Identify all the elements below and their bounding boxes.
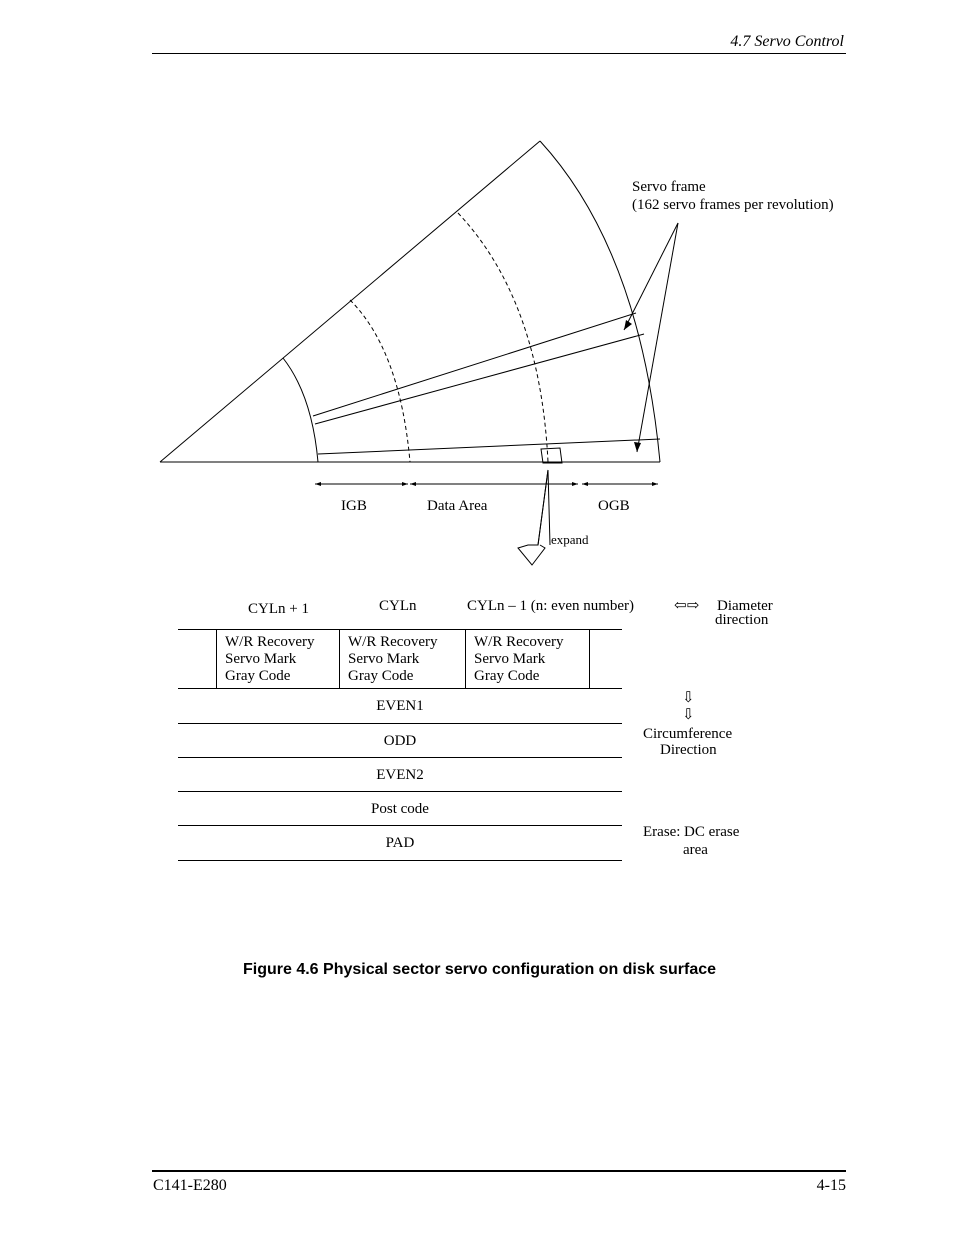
data-area-label: Data Area (427, 498, 488, 514)
table-divider (216, 629, 217, 688)
erase-value-2: area (683, 842, 708, 858)
table-rule (178, 791, 622, 792)
down-arrow-icon: ⇩ (682, 707, 695, 723)
circumference-label-2: Direction (660, 742, 717, 758)
column-header-cyln: CYLn (379, 598, 417, 614)
servo-frame-line (315, 334, 644, 424)
row-post-code: Post code (371, 801, 429, 817)
row-pad: PAD (385, 835, 415, 851)
erase-label: Erase: (643, 824, 681, 840)
sector-edge-line (160, 141, 540, 462)
table-rule (178, 757, 622, 758)
igb-label: IGB (341, 498, 367, 514)
table-rule (178, 723, 622, 724)
footer-page-number: 4-15 (816, 1177, 846, 1194)
table-divider (589, 629, 590, 688)
table-rule (178, 860, 622, 861)
column-header-cyln-minus-1: CYLn – 1 (n: even number) (467, 598, 635, 614)
section-header: 4.7 Servo Control (730, 33, 844, 50)
down-arrow-icon: ⇩ (682, 690, 695, 706)
table-rule (178, 688, 622, 689)
diameter-label-2: direction (715, 612, 769, 628)
table-rule (178, 629, 622, 630)
column-header-cyln-plus-1: CYLn + 1 (248, 601, 309, 617)
arrowhead (624, 320, 632, 330)
cell-cyln-plus-1: W/R Recovery Servo Mark Gray Code (225, 634, 315, 684)
row-even2: EVEN2 (376, 767, 424, 783)
cell-cyln: W/R Recovery Servo Mark Gray Code (348, 634, 438, 684)
cell-cyln-minus-1: W/R Recovery Servo Mark Gray Code (474, 634, 564, 684)
ogb-label: OGB (598, 498, 630, 514)
pointer-line (624, 223, 678, 330)
table-divider (339, 629, 340, 688)
disk-sector-diagram (0, 0, 954, 600)
dashed-arc-outer (458, 213, 548, 462)
footer-doc-id: C141-E280 (153, 1177, 227, 1194)
row-even1: EVEN1 (376, 698, 424, 714)
diameter-arrows-icon: ⇦⇨ (674, 598, 700, 614)
dashed-arc-inner (350, 300, 410, 462)
expanded-region-box (541, 448, 562, 463)
inner-arc (283, 358, 318, 462)
servo-frame-note: (162 servo frames per revolution) (632, 197, 834, 213)
table-divider (465, 629, 466, 688)
diameter-label: Diameter (717, 598, 773, 614)
figure-caption: Figure 4.6 Physical sector servo configuration on disk surface (243, 961, 717, 978)
circumference-label: Circumference (643, 726, 733, 742)
expand-label: expand (551, 532, 589, 547)
footer-rule (152, 1170, 846, 1172)
erase-value: DC erase (684, 824, 740, 840)
row-odd: ODD (383, 733, 417, 749)
arrowhead (634, 442, 641, 452)
servo-frame-line (313, 313, 636, 416)
table-rule (178, 825, 622, 826)
pointer-line (637, 223, 678, 452)
servo-frame-label: Servo frame (632, 179, 706, 195)
servo-frame-line (318, 439, 660, 454)
